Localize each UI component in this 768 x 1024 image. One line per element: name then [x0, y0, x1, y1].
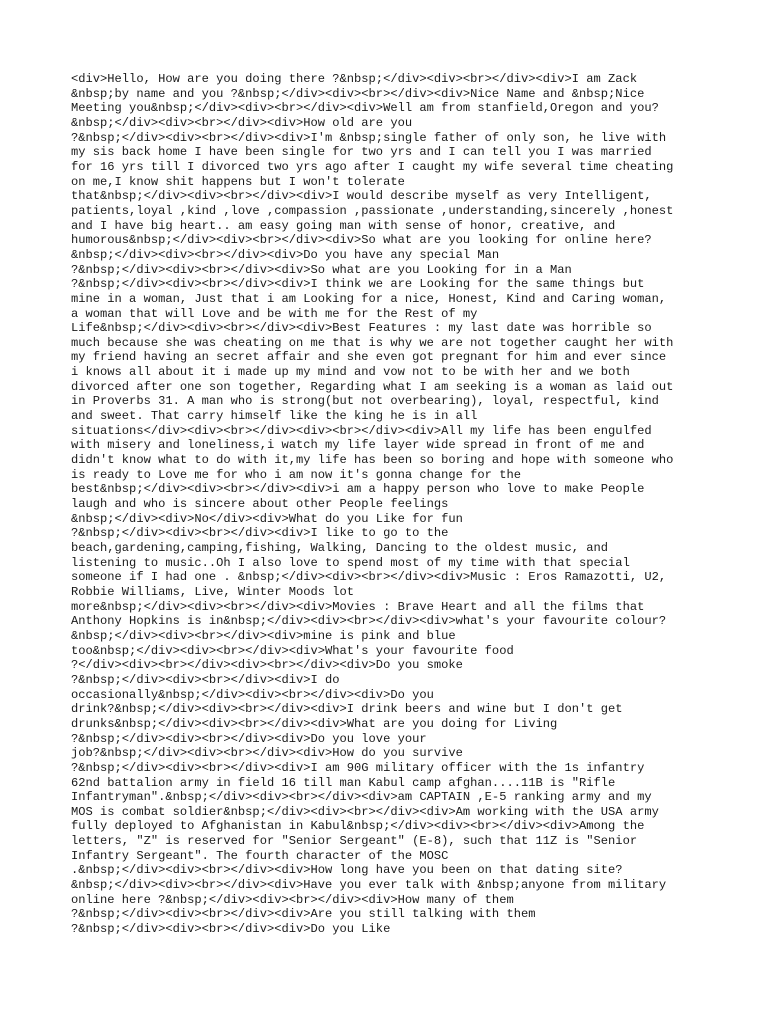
- text-line: drunks&nbsp;</div><div><br></div><div>What are you doing for Living: [71, 716, 558, 731]
- text-line: MOS is combat soldier&nbsp;</div><div><br></div><div>Am working with the USA army: [71, 804, 659, 819]
- text-line: situations</div><div><br></div><div><br></div><div>All my life has been engulfed: [71, 423, 652, 438]
- text-line: &nbsp;</div><div><br></div><div>Have you ever talk with &nbsp;anyone from military: [71, 878, 667, 893]
- text-line: online here ?&nbsp;</div><div><br></div><div>How many of them: [71, 892, 514, 907]
- text-line: ?&nbsp;</div><div><br></div><div>Are you still talking with them: [71, 907, 536, 922]
- text-line: and I have big heart.. am easy going man with sense of honor, creative, and: [71, 218, 616, 233]
- text-line: listening to music..Oh I also love to spend most of my time with that special: [71, 555, 630, 570]
- text-line: Robbie Williams, Live, Winter Moods lot: [71, 584, 355, 599]
- text-line: Infantry Sergeant". The fourth character of the MOSC: [71, 848, 449, 863]
- text-line: 62nd battalion army in field 16 till man Kabul camp afghan....11B is "Rifle: [71, 775, 616, 790]
- text-line: Anthony Hopkins is in&nbsp;</div><div><br></div><div>what's your favourite colour?: [71, 614, 667, 629]
- text-line: for 16 yrs till I divorced two yrs ago after I caught my wife several time cheating: [71, 159, 674, 174]
- text-line: in Proverbs 31. A man who is strong(but not overbearing), loyal, respectful, kind: [71, 394, 659, 409]
- text-line: much because she was cheating on me that is why we are not together caught her with: [71, 335, 674, 350]
- text-line: ?</div><div><br></div><div><br></div><div>Do you smoke: [71, 658, 463, 673]
- text-line: divorced after one son together, Regarding what I am seeking is a woman as laid out: [71, 379, 674, 394]
- text-line: with misery and loneliness,i watch my life layer wide spread in front of me and: [71, 438, 645, 453]
- text-line: job?&nbsp;</div><div><br></div><div>How do you survive: [71, 746, 463, 761]
- text-line: laugh and who is sincere about other People feelings: [71, 497, 449, 512]
- text-line: a woman that will Love and be with me for the Rest of my: [71, 306, 478, 321]
- text-line: ?&nbsp;</div><div><br></div><div>I like to go to the: [71, 526, 449, 541]
- text-line: ?&nbsp;</div><div><br></div><div>Do you Like: [71, 922, 391, 937]
- text-line: mine in a woman, Just that i am Looking for a nice, Honest, Kind and Caring woman,: [71, 291, 667, 306]
- text-line: &nbsp;</div><div><br></div><div>How old are you: [71, 115, 413, 130]
- text-line: letters, "Z" is reserved for "Senior Sergeant" (E-8), such that 11Z is "Senior: [71, 834, 638, 849]
- text-line: ?&nbsp;</div><div><br></div><div>I think we are Looking for the same things but: [71, 277, 645, 292]
- document-text: [71, 72, 711, 937]
- text-line: fully deployed to Afghanistan in Kabul&nbsp;</div><div><br></div><div>Among the: [71, 819, 645, 834]
- text-line: beach,gardening,camping,fishing, Walking, Dancing to the oldest music, and: [71, 541, 609, 555]
- text-line: &nbsp;by name and you ?&nbsp;</div><div><br></div><div>Nice Name and &nbsp;Nice: [71, 86, 645, 101]
- text-line: i knows all about it i made up my mind and vow not to be with her and we both: [71, 365, 630, 380]
- text-line: on me,I know shit happens but I won't tolerate: [71, 174, 405, 189]
- text-line: is ready to Love me for who i am now it's gonna change for the: [71, 467, 521, 482]
- text-line: &nbsp;</div><div><br></div><div>mine is pink and blue: [71, 628, 456, 643]
- text-line: Life&nbsp;</div><div><br></div><div>Best Features : my last date was horrible so: [71, 321, 652, 336]
- text-line: too&nbsp;</div><div><br></div><div>What's your favourite food: [71, 643, 514, 658]
- text-line: ?&nbsp;</div><div><br></div><div>Do you love your: [71, 731, 427, 746]
- text-line: ?&nbsp;</div><div><br></div><div>So what are you Looking for in a Man: [71, 262, 572, 277]
- text-line: my sis back home I have been single for two yrs and I can tell you I was married: [71, 145, 652, 160]
- text-line: my friend having an secret affair and she even got pregnant for him and ever since: [71, 350, 667, 365]
- text-line: .&nbsp;</div><div><br></div><div>How long have you been on that dating site?: [71, 863, 623, 878]
- text-line: &nbsp;</div><div><br></div><div>Do you have any special Man: [71, 247, 500, 262]
- text-line: patients,loyal ,kind ,love ,compassion ,passionate ,understanding,sincerely ,honest: [71, 203, 674, 218]
- text-line: ?&nbsp;</div><div><br></div><div>I do: [71, 672, 340, 687]
- text-line: Infantryman".&nbsp;</div><div><br></div><div>am CAPTAIN ,E-5 ranking army and my: [71, 790, 652, 805]
- text-line: drink?&nbsp;</div><div><br></div><div>I drink beers and wine but I don't get: [71, 702, 623, 717]
- text-line: Meeting you&nbsp;</div><div><br></div><div>Well am from stanfield,Oregon and you?: [71, 101, 659, 116]
- text-line: and sweet. That carry himself like the king he is in all: [71, 409, 478, 424]
- text-line: humorous&nbsp;</div><div><br></div><div>So what are you looking for online here?: [71, 233, 652, 248]
- text-line: &nbsp;</div><div>No</div><div>What do you Like for fun: [71, 511, 463, 526]
- text-line: ?&nbsp;</div><div><br></div><div>I'm &nbsp;single father of only son, he live with: [71, 130, 667, 145]
- text-line: <div>Hello, How are you doing there ?&nbsp;</div><div><br></div><div>I am Zack: [71, 72, 638, 86]
- text-line: more&nbsp;</div><div><br></div><div>Movies : Brave Heart and all the films that: [71, 599, 645, 614]
- text-line: someone if I had one . &nbsp;</div><div><br></div><div>Music : Eros Ramazotti, U2,: [71, 570, 667, 585]
- text-line: didn't know what to do with it,my life has been so boring and hope with someone who: [71, 453, 674, 468]
- text-line: ?&nbsp;</div><div><br></div><div>I am 90G military officer with the 1s infantry: [71, 760, 645, 775]
- text-line: best&nbsp;</div><div><br></div><div>i am a happy person who love to make People: [71, 482, 645, 497]
- text-line: that&nbsp;</div><div><br></div><div>I would describe myself as very Intelligent,: [71, 189, 652, 204]
- text-line: occasionally&nbsp;</div><div><br></div><div>Do you: [71, 687, 434, 702]
